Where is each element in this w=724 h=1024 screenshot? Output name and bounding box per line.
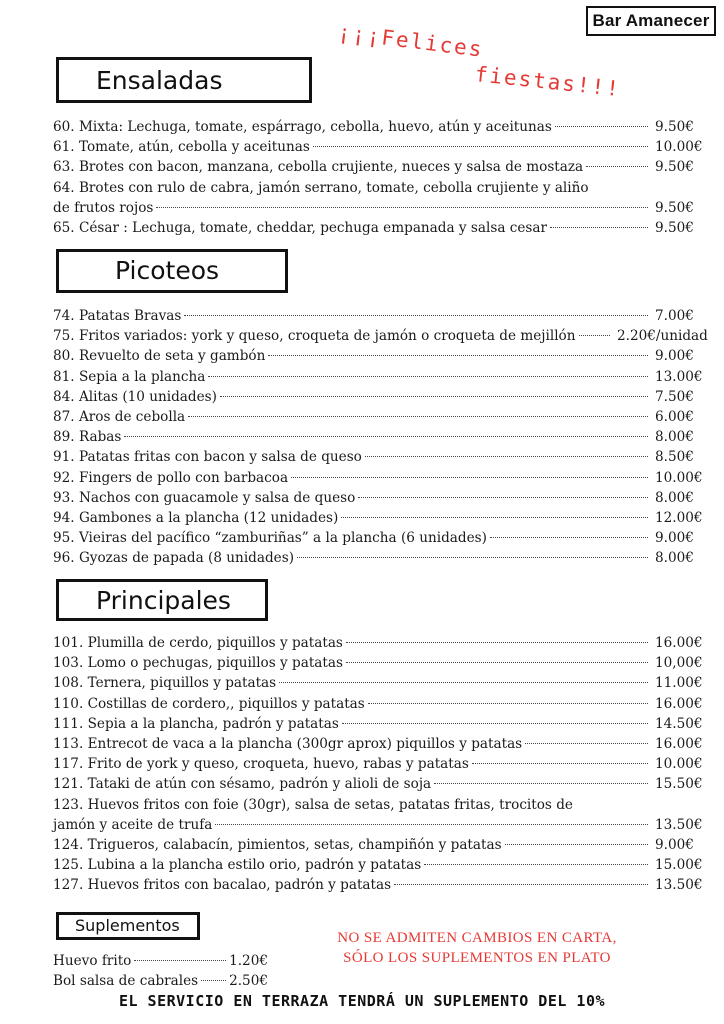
item-price: 2.50€	[229, 973, 268, 990]
item-price: 6.00€	[655, 408, 694, 425]
item-name: 113. Entrecot de vaca a la plancha (300gr aprox) piquillos y patatas	[53, 735, 523, 752]
dot-leader	[297, 557, 648, 558]
section-title-picoteos: Picoteos	[56, 249, 288, 293]
dot-leader	[434, 783, 648, 784]
item-name: 74. Patatas Bravas	[53, 308, 182, 324]
menu-item	[53, 754, 713, 774]
menu-item	[53, 971, 268, 991]
item-price: 13.50€	[655, 816, 703, 833]
menu-item	[53, 951, 268, 971]
item-price: 9.00€	[655, 836, 694, 853]
menu-item	[53, 508, 713, 528]
item-name: 80. Revuelto de seta y gambón	[53, 348, 266, 365]
dot-leader	[279, 682, 648, 683]
menu-item	[53, 117, 713, 137]
menu-item	[53, 137, 713, 157]
item-name: 65. César : Lechuga, tomate, cheddar, pechuga empanada y salsa cesar	[53, 219, 547, 236]
menu-item	[53, 548, 713, 568]
item-price: 8.00€	[655, 550, 694, 567]
bar-logo: Bar Amanecer	[586, 6, 716, 36]
dot-leader	[346, 642, 648, 643]
menu-item	[53, 875, 713, 895]
item-price: 8.00€	[655, 489, 694, 506]
menu-item	[53, 346, 713, 366]
dot-leader	[555, 126, 648, 127]
item-price: 9.50€	[655, 119, 694, 135]
menu-item	[53, 468, 713, 488]
menu-item	[53, 306, 713, 326]
terrace-surcharge-footer: EL SERVICIO EN TERRAZA TENDRÁ UN SUPLEMENTO DEL 10%	[118, 992, 606, 1010]
item-name: 87. Aros de cebolla	[53, 408, 186, 425]
menu-item	[53, 198, 713, 218]
item-name: 95. Vieiras del pacífico “zamburiñas” a la plancha (6 unidades)	[53, 530, 487, 547]
dot-leader	[156, 207, 648, 208]
item-price: 10.00€	[655, 756, 703, 773]
item-price: 7.00€	[655, 308, 694, 324]
item-name: 84. Alitas (10 unidades)	[53, 388, 217, 405]
menu-item	[53, 367, 713, 387]
item-name: 63. Brotes con bacon, manzana, cebolla crujiente, nueces y salsa de mostaza	[53, 159, 584, 176]
dot-leader	[342, 723, 648, 724]
section-title-ensaladas: Ensaladas	[56, 57, 312, 103]
dot-leader	[215, 824, 648, 825]
dot-leader	[124, 436, 648, 437]
menu-item	[53, 653, 713, 673]
item-price: 15.50€	[655, 776, 703, 793]
item-price: 9.50€	[655, 199, 694, 216]
menu-item	[53, 815, 713, 835]
item-price: 9.50€	[655, 159, 694, 176]
menu-item	[53, 714, 713, 734]
item-price: 2.20€/unidad	[617, 328, 708, 345]
dot-leader	[184, 315, 648, 316]
item-price: 16.00€	[655, 735, 703, 752]
item-price: 9.00€	[655, 530, 694, 547]
menu-item	[53, 855, 713, 875]
item-name: 91. Patatas fritas con bacon y salsa de queso	[53, 449, 362, 466]
changes-notice	[312, 928, 642, 968]
item-price: 12.00€	[655, 509, 703, 526]
item-price: 13.50€	[655, 877, 703, 894]
item-name: 103. Lomo o pechugas, piquillos y patatas	[53, 655, 343, 672]
menu-item-line-1	[53, 178, 713, 198]
dot-leader	[394, 884, 648, 885]
dot-leader	[346, 662, 648, 663]
item-name: jamón y aceite de trufa	[53, 816, 213, 833]
item-price: 9.50€	[655, 219, 694, 236]
menu-item	[53, 447, 713, 467]
item-name: 60. Mixta: Lechuga, tomate, espárrago, cebolla, huevo, atún y aceitunas	[53, 119, 552, 135]
menu-item	[53, 734, 713, 754]
dot-leader	[188, 416, 648, 417]
menu-item-line-1	[53, 795, 713, 815]
item-name: de frutos rojos	[53, 199, 154, 216]
dot-leader	[472, 763, 648, 764]
item-name: 93. Nachos con guacamole y salsa de queso	[53, 489, 356, 506]
menu-item	[53, 694, 713, 714]
menu-list-principales	[53, 633, 713, 895]
item-name: 81. Sepia a la plancha	[53, 368, 206, 385]
dot-leader	[365, 456, 648, 457]
dot-leader	[313, 146, 648, 147]
menu-list-suplementos	[53, 951, 268, 991]
section-title-principales: Principales	[56, 579, 268, 621]
item-name: 110. Costillas de cordero,, piquillos y patatas	[53, 695, 365, 712]
item-name: 89. Rabas	[53, 429, 122, 446]
dot-leader	[341, 517, 648, 518]
item-name: 124. Trigueros, calabacín, pimientos, setas, champiñón y patatas	[53, 836, 502, 853]
item-price: 8.00€	[655, 429, 694, 446]
menu-item	[53, 157, 713, 177]
item-price: 9.00€	[655, 348, 694, 365]
menu-item	[53, 835, 713, 855]
item-price: 8.50€	[655, 449, 694, 466]
item-price: 15.00€	[655, 857, 703, 874]
item-name: Huevo frito	[53, 953, 132, 969]
item-price: 10.00€	[655, 469, 703, 486]
item-price: 10,00€	[655, 655, 703, 672]
item-name: 101. Plumilla de cerdo, piquillos y patatas	[53, 635, 343, 651]
greeting-line-2: fiestas!!!	[473, 62, 622, 102]
item-name: 117. Frito de york y queso, croqueta, huevo, rabas y patatas	[53, 756, 469, 773]
dot-leader	[358, 497, 648, 498]
item-price: 13.00€	[655, 368, 703, 385]
item-name-line-1: 123. Huevos fritos con foie (30gr), salsa de setas, patatas fritas, trocitos de	[53, 796, 573, 813]
item-name: 94. Gambones a la plancha (12 unidades)	[53, 509, 339, 526]
item-name: 121. Tataki de atún con sésamo, padrón y alioli de soja	[53, 776, 432, 793]
dot-leader	[550, 227, 648, 228]
dot-leader	[368, 703, 648, 704]
dot-leader	[220, 396, 648, 397]
item-price: 14.50€	[655, 715, 703, 732]
menu-item	[53, 633, 713, 653]
dot-leader	[208, 376, 648, 377]
menu-item	[53, 774, 713, 794]
item-price: 16.00€	[655, 695, 703, 712]
item-name: 125. Lubina a la plancha estilo orio, padrón y patatas	[53, 857, 422, 874]
item-name: Bol salsa de cabrales	[53, 973, 199, 990]
menu-item	[53, 427, 713, 447]
menu-item	[53, 673, 713, 693]
dot-leader	[505, 844, 648, 845]
item-name: 92. Fingers de pollo con barbacoa	[53, 469, 289, 486]
item-price: 1.20€	[229, 953, 268, 969]
dot-leader	[579, 335, 611, 336]
dot-leader	[268, 355, 648, 356]
item-price: 7.50€	[655, 388, 694, 405]
item-name: 75. Fritos variados: york y queso, croqueta de jamón o croqueta de mejillón	[53, 328, 576, 345]
menu-list-picoteos	[53, 306, 713, 568]
notice-line-1: NO SE ADMITEN CAMBIOS EN CARTA,	[337, 930, 617, 946]
item-price: 16.00€	[655, 635, 703, 651]
item-name: 96. Gyozas de papada (8 unidades)	[53, 550, 294, 567]
item-name: 111. Sepia a la plancha, padrón y patatas	[53, 715, 339, 732]
greeting-line-1: ¡¡¡Felices	[336, 20, 485, 62]
dot-leader	[586, 166, 648, 167]
item-name: 61. Tomate, atún, cebolla y aceitunas	[53, 139, 310, 156]
dot-leader	[134, 960, 226, 961]
menu-item	[53, 488, 713, 508]
menu-item	[53, 326, 713, 346]
menu-item	[53, 528, 713, 548]
item-name: 127. Huevos fritos con bacalao, padrón y patatas	[53, 877, 392, 894]
menu-item	[53, 218, 713, 238]
dot-leader	[201, 980, 226, 981]
dot-leader	[490, 537, 648, 538]
menu-list-ensaladas	[53, 117, 713, 238]
item-price: 10.00€	[655, 139, 703, 156]
menu-item	[53, 407, 713, 427]
item-name-line-1: 64. Brotes con rulo de cabra, jamón serrano, tomate, cebolla crujiente y aliño	[53, 179, 589, 196]
menu-item	[53, 387, 713, 407]
item-price: 11.00€	[655, 675, 703, 692]
notice-line-2: SÓLO LOS SUPLEMENTOS EN PLATO	[343, 950, 611, 966]
dot-leader	[525, 743, 648, 744]
dot-leader	[424, 864, 648, 865]
section-title-suplementos: Suplementos	[56, 912, 200, 940]
item-name: 108. Ternera, piquillos y patatas	[53, 675, 277, 692]
dot-leader	[291, 477, 648, 478]
